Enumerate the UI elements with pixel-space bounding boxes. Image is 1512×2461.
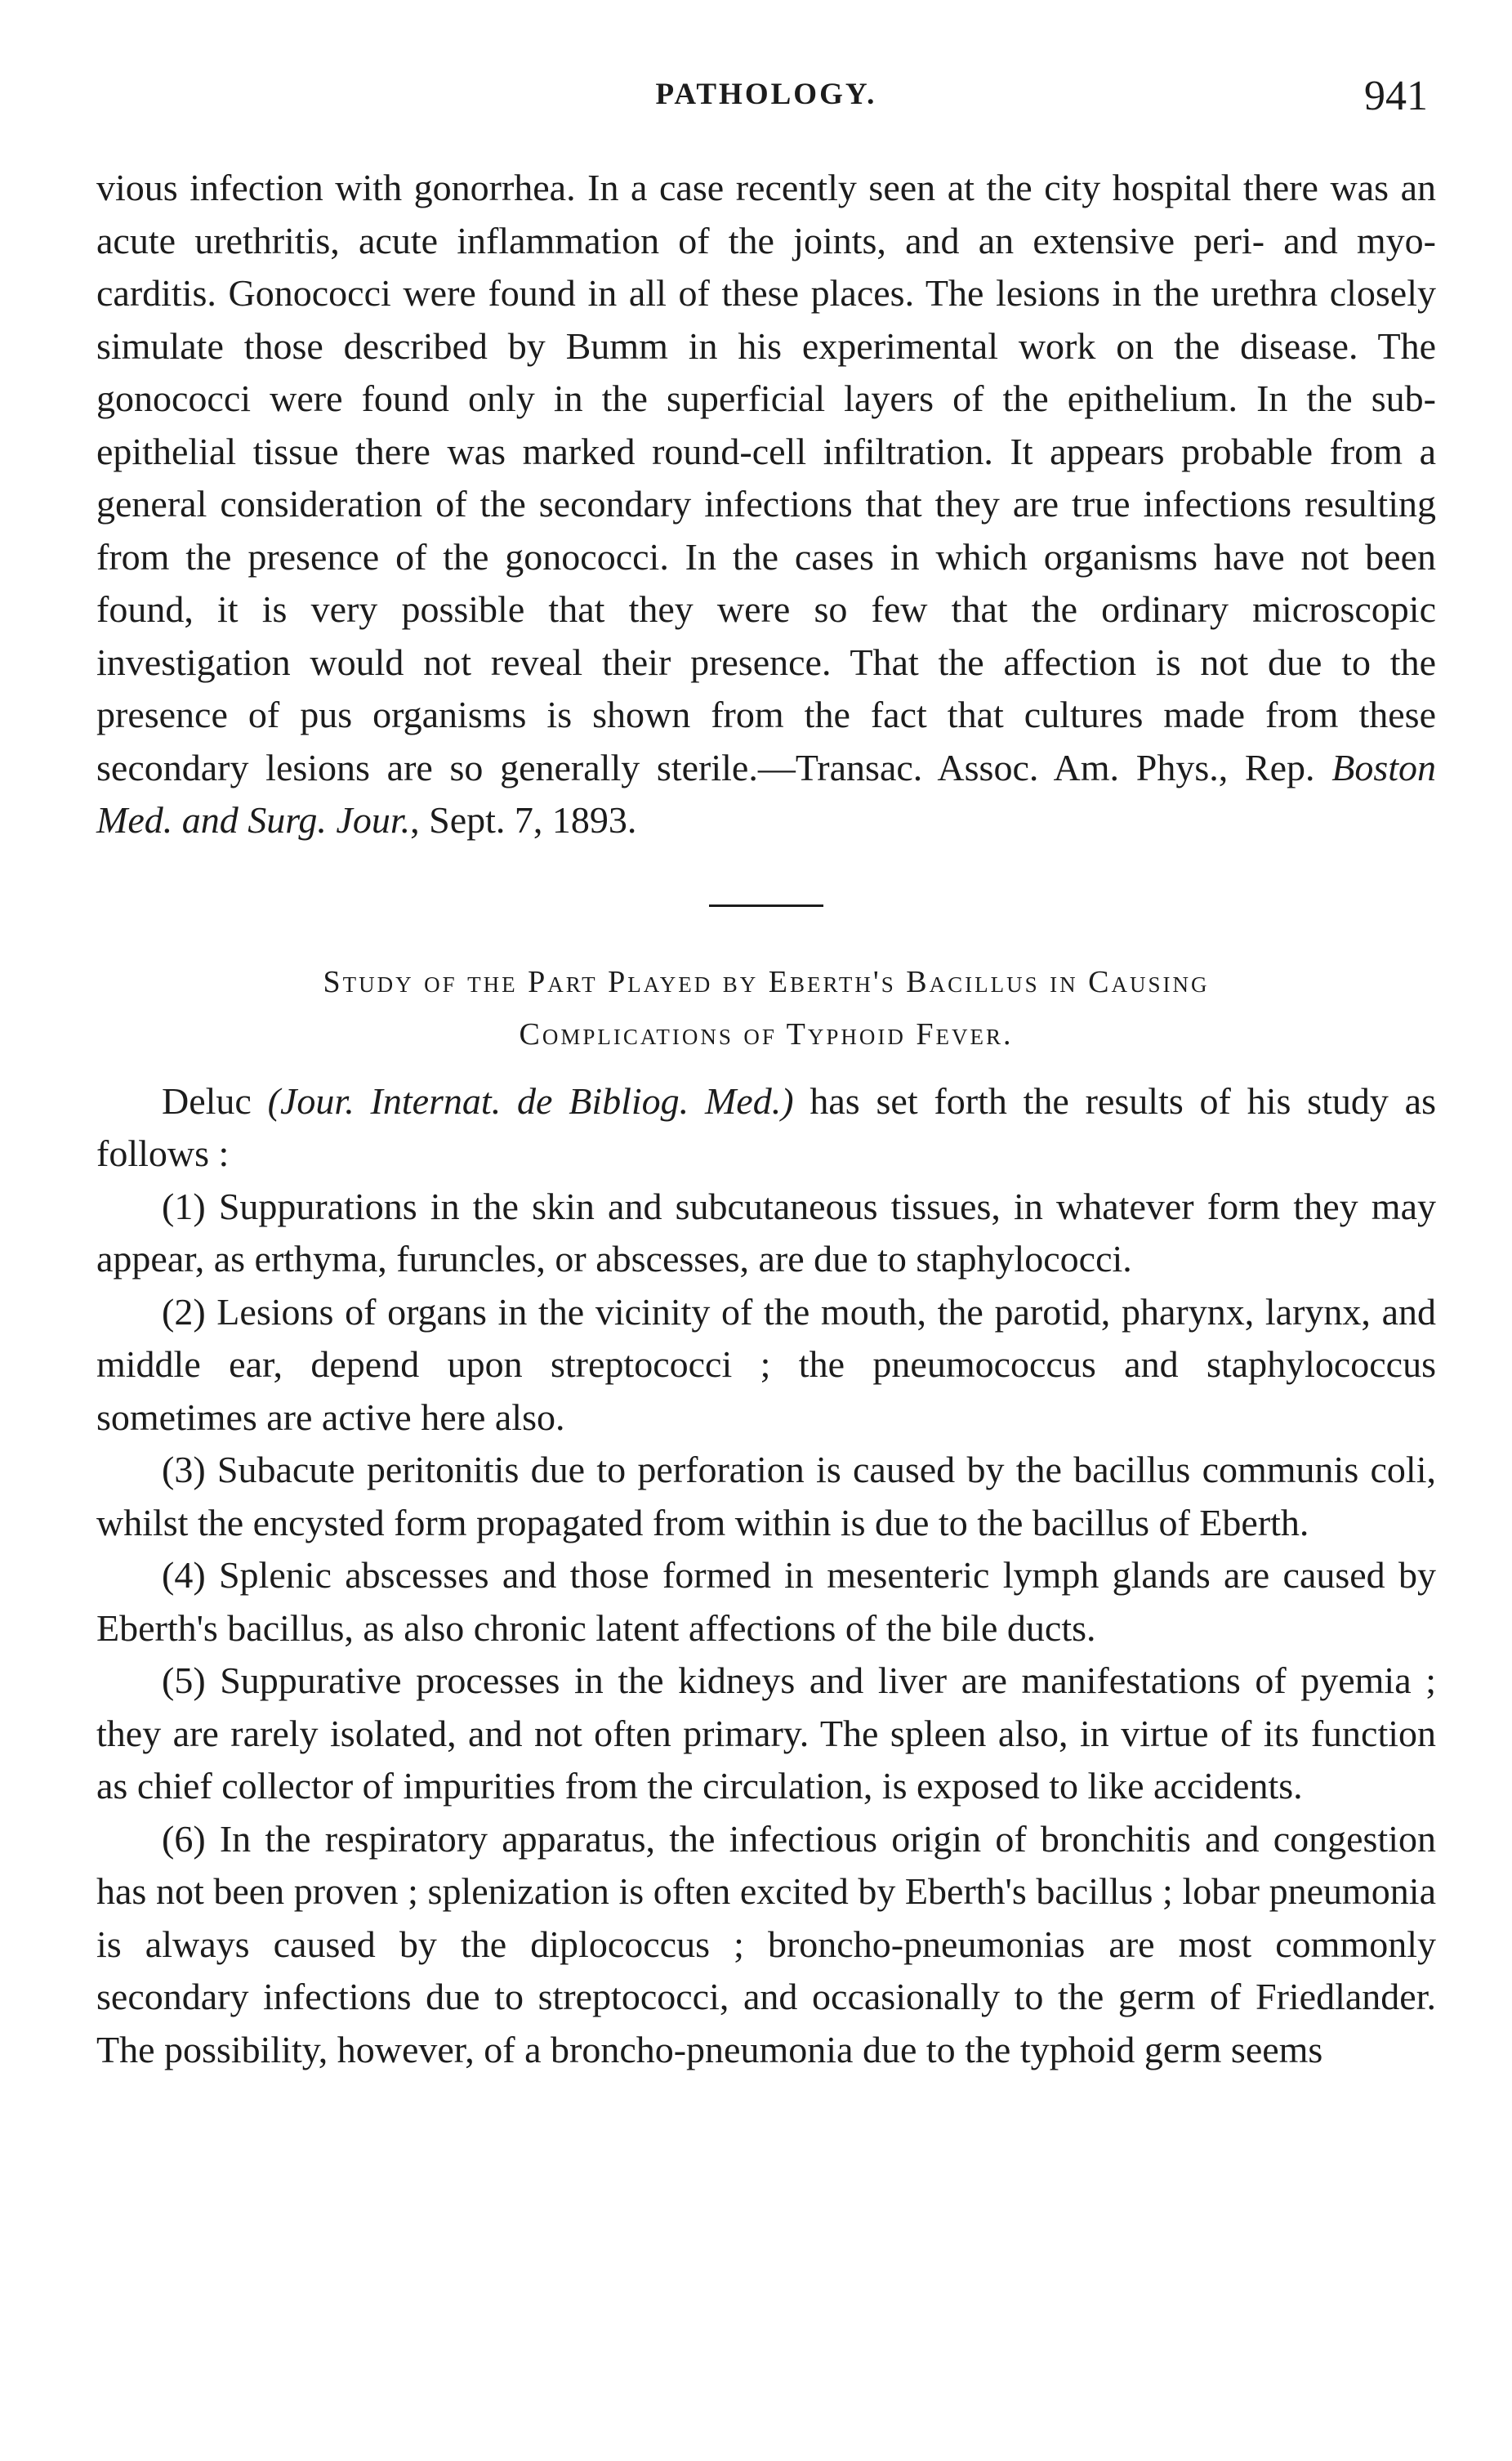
intro-paragraph <box>96 1075 1436 1181</box>
intro-author: Deluc <box>162 1079 268 1122</box>
section-divider <box>709 904 823 907</box>
list-item-2: (2) Lesions of organs in the vicinity of the mouth, the parotid, pharynx, larynx, and middle ear, depend upon streptococci ; the pneumococcus and staphylococcus sometimes are active here also. <box>96 1290 1436 1438</box>
page-number: 941 <box>1364 73 1428 119</box>
body-text <box>96 162 1436 2076</box>
list-item-5: (5) Suppurative processes in the kidneys and liver are manifestations of pyemia ; they are rarely isolated, and not often primary. The spleen also, in virtue of its function as chief collector of impurities from the circulation, is exposed to like accidents. <box>96 1659 1436 1807</box>
intro-rest: has set forth the results of his study as follows : <box>96 1079 1436 1174</box>
running-head <box>96 72 1436 121</box>
list-item-3: (3) Subacute peritonitis due to perforation is caused by the bacillus communis coli, whilst the encysted form propagated from within is due to the bacillus of Eberth. <box>96 1449 1436 1543</box>
intro-source: (Jour. Internat. de Bibliog. Med.) <box>267 1079 794 1122</box>
section-heading-line-2: Complications of Typhoid Fever. <box>519 1016 1014 1052</box>
section-heading <box>96 956 1436 1061</box>
list-item-1: (1) Suppurations in the skin and subcutaneous tissues, in whatever form they may appear, as erthyma, furuncles, or abscesses, are due to staphylococci. <box>96 1185 1436 1280</box>
continued-paragraph-text: vious infection with gonorrhea. In a case recently seen at the city hospital there was an acute urethritis, acute inflammation of the joints, and an extensive peri- and myo-carditis. Gonococci were found in all of these places. The lesions in the urethra closely simulate those described by Bumm in his experimental work on the disease. The gonococci were found only in the superficial layers of the epithelium. In the sub-epithelial tissue there was marked round-cell infiltration. It appears probable from a general consideration of the secondary infections that they are true infections resulting from the presence of the gonococci. In the cases in which organisms have not been found, it is very possible that they were so few that the ordinary microscopic investigation would not reveal their presence. That the affection is not due to the presence of pus organisms is shown from the fact that cultures made from these secondary lesions are so generally sterile.—Transac. Assoc. Am. Phys., Rep. <box>96 167 1436 788</box>
continued-paragraph <box>96 162 1436 847</box>
running-title: PATHOLOGY. <box>655 78 877 111</box>
citation-journal: Boston Med. and Surg. Jour. <box>96 746 1436 841</box>
section-heading-line-1: Study of the Part Played by Eberth's Bacillus in Causing <box>323 964 1210 999</box>
list-item-6: (6) In the respiratory apparatus, the infectious origin of bronchitis and congestion has not been proven ; splenization is often excited by Eberth's bacillus ; lobar pneumonia is always caused by the diplococcus ; broncho-pneumonias are most commonly secondary infections due to streptococci, and occasionally to the germ of Friedlander. The possibility, however, of a broncho-pneumonia due to the typhoid germ seems <box>96 1817 1436 2070</box>
list-item-4: (4) Splenic abscesses and those formed in mesenteric lymph glands are caused by Eberth's bacillus, as also chronic latent affections of the bile ducts. <box>96 1554 1436 1649</box>
citation-date: , Sept. 7, 1893. <box>410 799 637 841</box>
